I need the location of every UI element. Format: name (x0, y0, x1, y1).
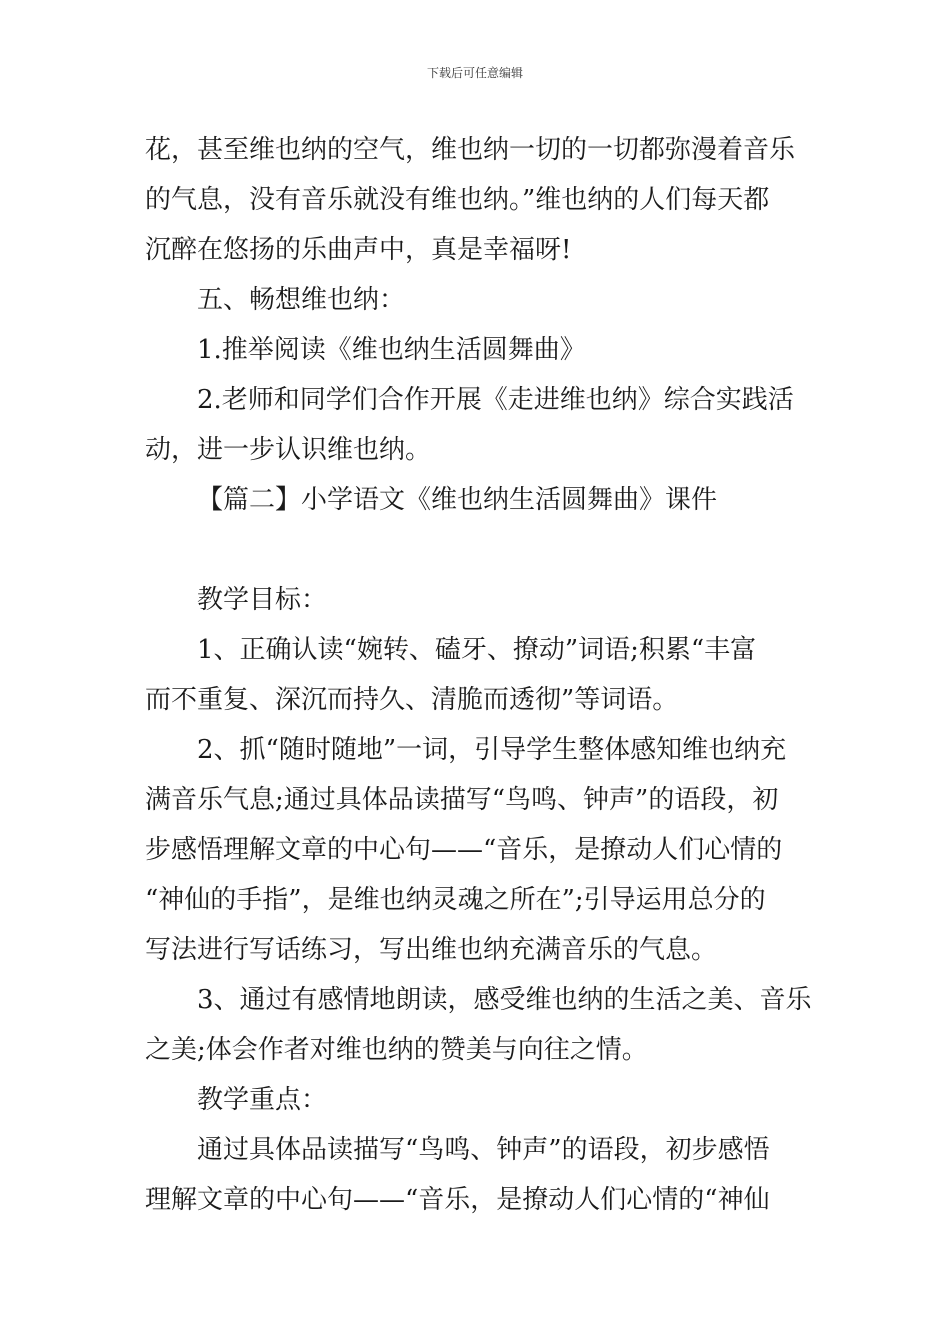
paragraph-line: 之美;体会作者对维也纳的赞美与向往之情。 (145, 1035, 648, 1065)
paragraph-line: 而不重复、深沉而持久、清脆而透彻”等词语。 (145, 685, 679, 715)
paragraph-line: 理解文章的中心句——“音乐，是撩动人们心情的“神仙 (145, 1185, 770, 1215)
section-heading: 教学目标： (197, 585, 328, 615)
chapter-title: 【篇二】小学语文《维也纳生活圆舞曲》课件 (197, 485, 718, 515)
paragraph-line: 写法进行写话练习，写出维也纳充满音乐的气息。 (145, 935, 718, 965)
section-heading: 五、畅想维也纳： (197, 285, 406, 315)
paragraph-line: 动，进一步认识维也纳。 (145, 435, 432, 465)
section-heading: 教学重点： (197, 1085, 328, 1115)
paragraph-line: 1、正确认读“婉转、磕牙、撩动”词语;积累“丰富 (197, 635, 757, 665)
paragraph-line: 满音乐气息;通过具体品读描写“鸟鸣、钟声”的语段，初 (145, 785, 779, 815)
paragraph-line: 花，甚至维也纳的空气，维也纳一切的一切都弥漫着音乐 (145, 135, 796, 165)
page-header: 下载后可任意编辑 (426, 66, 523, 80)
paragraph-line: 的气息，没有音乐就没有维也纳。”维也纳的人们每天都 (145, 185, 770, 215)
paragraph-line: 步感悟理解文章的中心句——“音乐，是撩动人们心情的 (145, 835, 783, 865)
paragraph-line: 沉醉在悠扬的乐曲声中，真是幸福呀! (145, 235, 572, 265)
paragraph-line: “神仙的手指”，是维也纳灵魂之所在”;引导运用总分的 (145, 885, 766, 915)
paragraph-line: 通过具体品读描写“鸟鸣、钟声”的语段，初步感悟 (197, 1135, 770, 1165)
paragraph-line: 1.推举阅读《维也纳生活圆舞曲》 (197, 335, 586, 365)
paragraph-line: 2.老师和同学们合作开展《走进维也纳》综合实践活 (197, 385, 794, 415)
paragraph-line: 2、抓“随时随地”一词，引导学生整体感知维也纳充 (197, 735, 787, 765)
paragraph-line: 3、通过有感情地朗读，感受维也纳的生活之美、音乐 (197, 985, 812, 1015)
